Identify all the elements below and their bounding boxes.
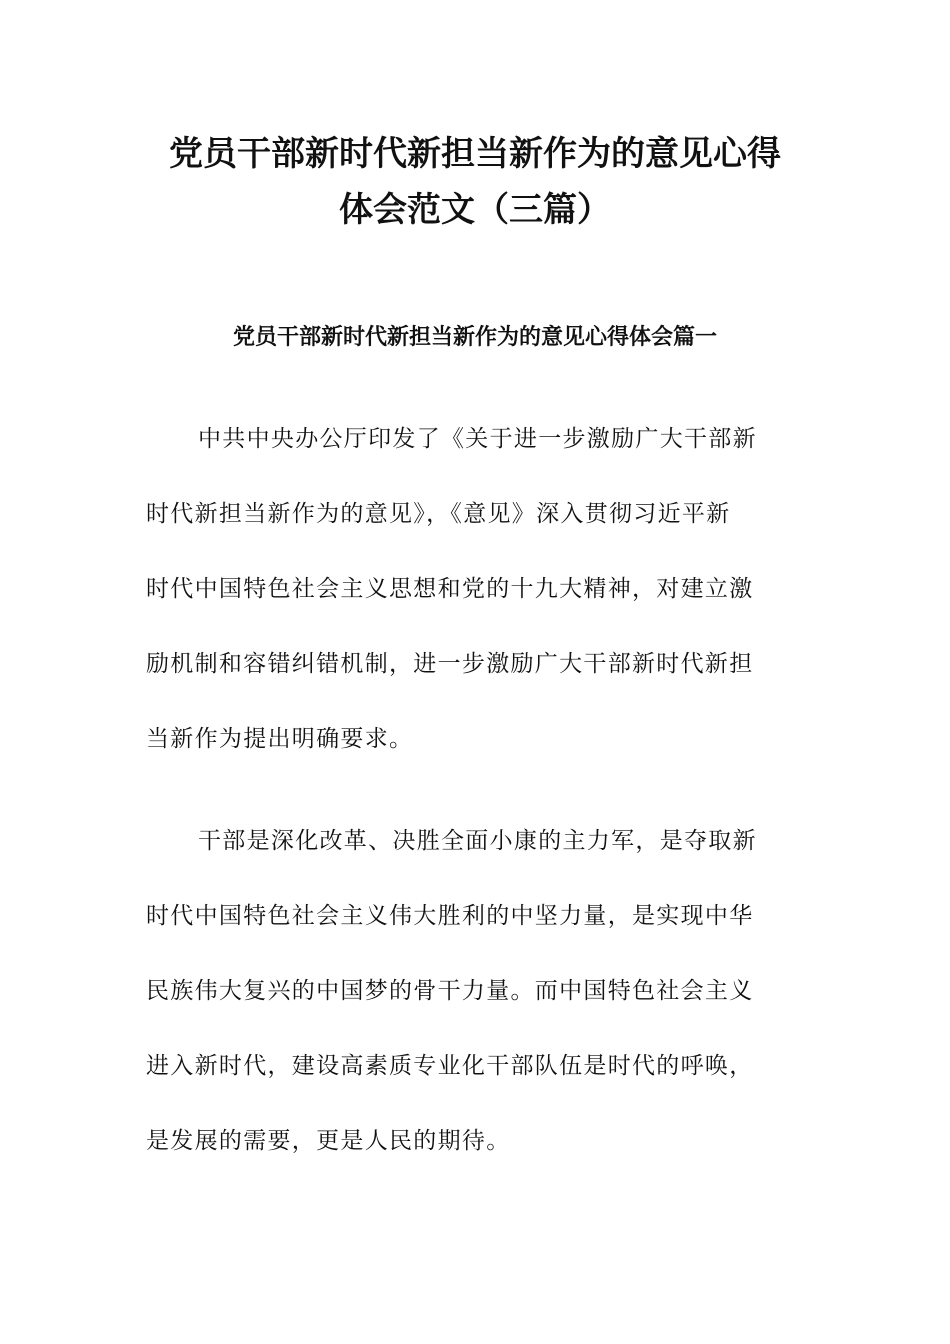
- paragraph-line: 励机制和容错纠错机制，进一步激励广大干部新时代新担: [146, 651, 754, 677]
- document-title-line-2: 体会范文（三篇）: [339, 190, 611, 230]
- section-heading: 党员干部新时代新担当新作为的意见心得体会篇一: [232, 324, 717, 350]
- paragraph-line: 当新作为提出明确要求。: [146, 726, 414, 752]
- paragraph-line: 时代新担当新作为的意见》，《意见》深入贯彻习近平新: [146, 501, 731, 527]
- paragraph-line: 干部是深化改革、决胜全面小康的主力军，是夺取新: [198, 828, 757, 854]
- paragraph-line: 时代中国特色社会主义伟大胜利的中坚力量，是实现中华: [146, 903, 754, 929]
- paragraph-line: 是发展的需要，更是人民的期待。: [146, 1128, 511, 1154]
- paragraph-line: 民族伟大复兴的中国梦的骨干力量。而中国特色社会主义: [146, 978, 754, 1004]
- paragraph-line: 时代中国特色社会主义思想和党的十九大精神，对建立激: [146, 576, 754, 602]
- paragraph-line: 进入新时代，建设高素质专业化干部队伍是时代的呼唤，: [146, 1053, 754, 1079]
- document-title-line-1: 党员干部新时代新担当新作为的意见心得: [169, 134, 781, 174]
- paragraph-line: 中共中央办公厅印发了《关于进一步激励广大干部新: [198, 426, 757, 452]
